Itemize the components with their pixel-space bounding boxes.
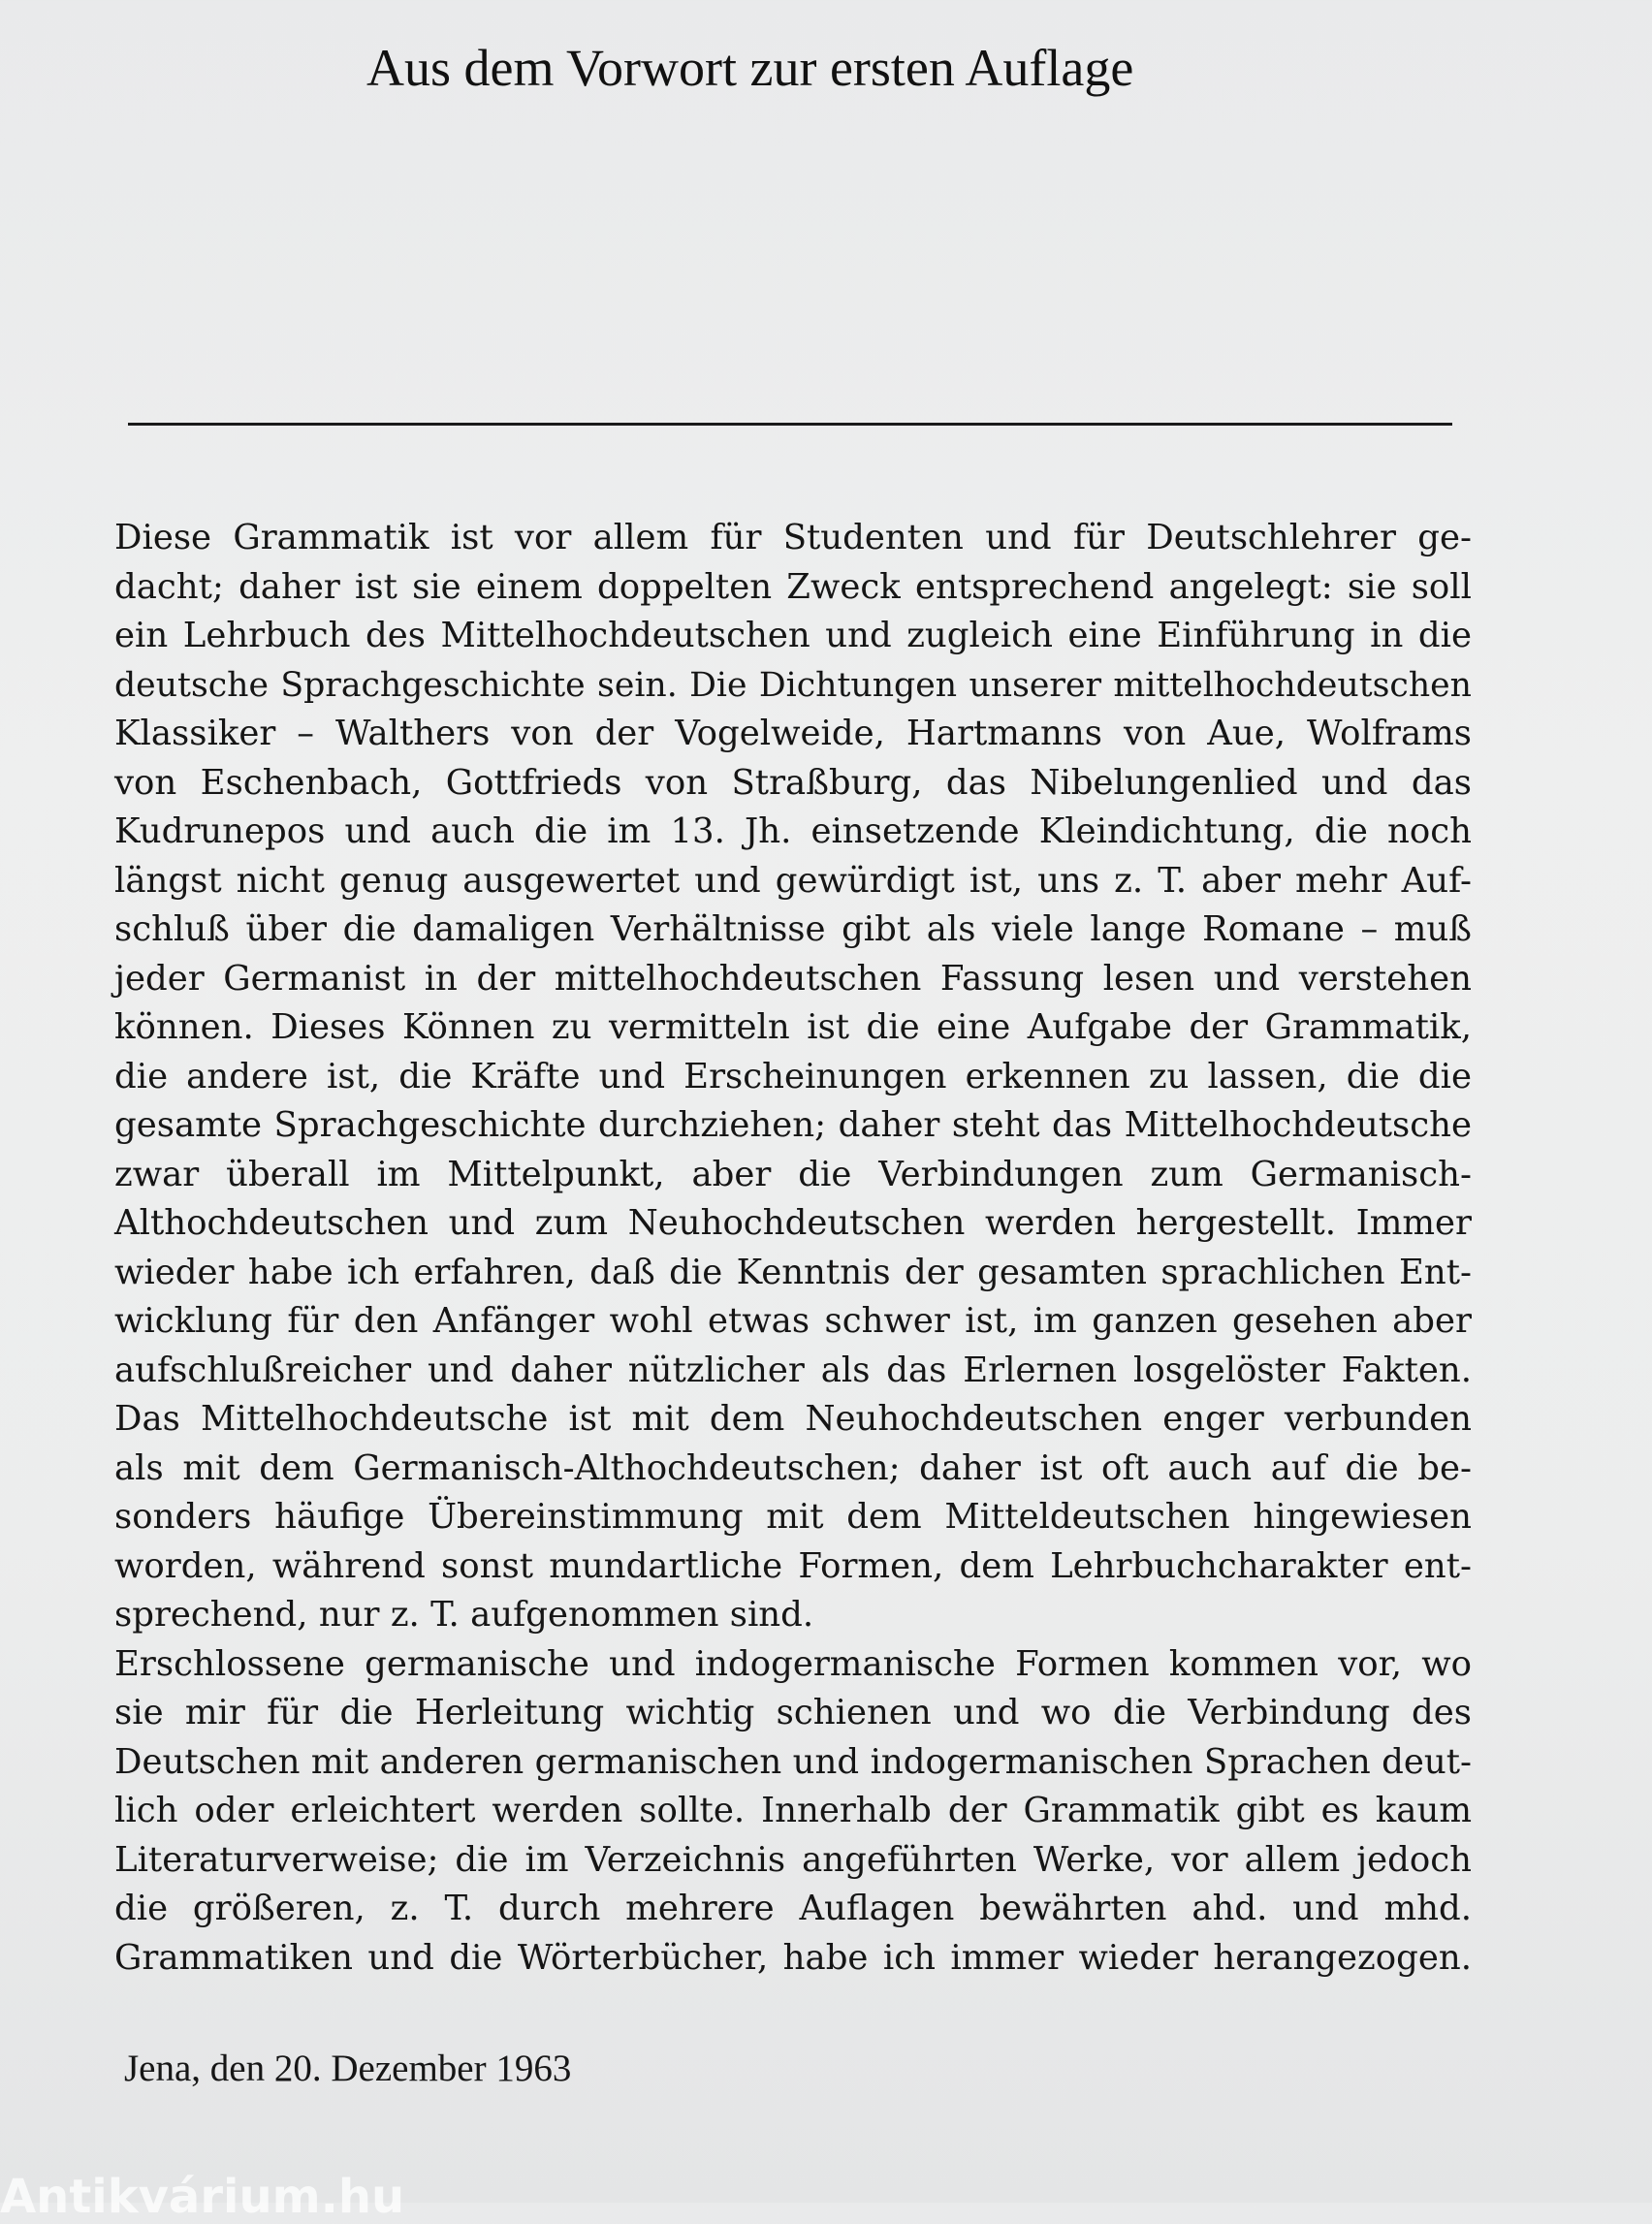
text-line: sonders häufige Übereinstimmung mit dem Mitteldeutschen hingewiesen [114,1497,1472,1537]
text-line: Klassiker – Walthers von der Vogelweide, Hartmanns von Aue, Wolframs [114,714,1472,753]
text-line: Grammatiken und die Wörterbücher, habe ich immer wieder herangezogen. [114,1937,1472,1978]
text-line: Das Mittelhochdeutsche ist mit dem Neuhochdeutschen enger verbunden [114,1399,1472,1439]
text-line: Diese Grammatik ist vor allem für Studenten und für Deutschlehrer ge- [114,518,1472,557]
text-line: jeder Germanist in der mittelhochdeutschen Fassung lesen und verstehen [114,958,1472,999]
page-heading: Aus dem Vorwort zur ersten Auflage [366,39,1134,97]
text-line: Kudrunepos und auch die im 13. Jh. einsetzende Kleindichtung, die noch [114,811,1472,851]
text-line: die größeren, z. T. durch mehrere Auflagen bewährten ahd. und mhd. [114,1889,1472,1928]
text-line: Erschlossene germanische und indogermanische Formen kommen vor, wo [114,1643,1472,1684]
text-line: sie mir für die Herleitung wichtig schienen und wo die Verbindung des [114,1693,1472,1732]
text-line: zwar überall im Mittelpunkt, aber die Verbindungen zum Germanisch- [114,1154,1472,1194]
text-line: können. Dieses Können zu vermitteln ist die eine Aufgabe der Grammatik, [114,1007,1472,1047]
text-line: die andere ist, die Kräfte und Erscheinungen erkennen zu lassen, die die [114,1056,1472,1096]
signoff-place-date: Jena, den 20. Dezember 1963 [124,2048,572,2089]
preface-body [114,514,1472,1983]
text-line: ein Lehrbuch des Mittelhochdeutschen und zugleich eine Einführung in die [114,616,1472,655]
watermark-text: Antikvárium.hu [0,2170,405,2224]
text-line: Literaturverweise; die im Verzeichnis angeführten Werke, vor allem jedoch [114,1839,1472,1880]
text-line: schluß über die damaligen Verhältnisse gibt als viele lange Romane – muß [114,909,1472,949]
text-line: von Eschenbach, Gottfrieds von Straßburg, das Nibelungenlied und das [114,762,1472,803]
text-line: dacht; daher ist sie einem doppelten Zweck entsprechend angelegt: sie soll [114,566,1472,607]
text-line: worden, während sonst mundartliche Formen, dem Lehrbuchcharakter ent- [114,1545,1472,1586]
text-line: sprechend, nur z. T. aufgenommen sind. [114,1595,814,1635]
text-line: wicklung für den Anfänger wohl etwas schwer ist, im ganzen gesehen aber [114,1301,1472,1341]
text-line: Deutschen mit anderen germanischen und indogermanischen Sprachen deut- [114,1741,1472,1782]
text-line: aufschlußreicher und daher nützlicher als das Erlernen losgelöster Fakten. [114,1350,1472,1390]
text-line: lich oder erleichtert werden sollte. Innerhalb der Grammatik gibt es kaum [114,1791,1472,1830]
text-line: gesamte Sprachgeschichte durchziehen; daher steht das Mittelhochdeutsche [114,1105,1472,1145]
divider-rule [128,423,1452,426]
text-line: wieder habe ich erfahren, daß die Kenntnis der gesamten sprachlichen Ent- [114,1252,1472,1292]
text-line: längst nicht genug ausgewertet und gewürdigt ist, uns z. T. aber mehr Auf- [114,860,1472,901]
text-line: als mit dem Germanisch-Althochdeutschen; daher ist oft auch auf die be- [114,1447,1472,1488]
text-line: deutsche Sprachgeschichte sein. Die Dichtungen unserer mittelhochdeutschen [114,665,1472,705]
text-line: Althochdeutschen und zum Neuhochdeutschen werden hergestellt. Immer [114,1203,1472,1243]
